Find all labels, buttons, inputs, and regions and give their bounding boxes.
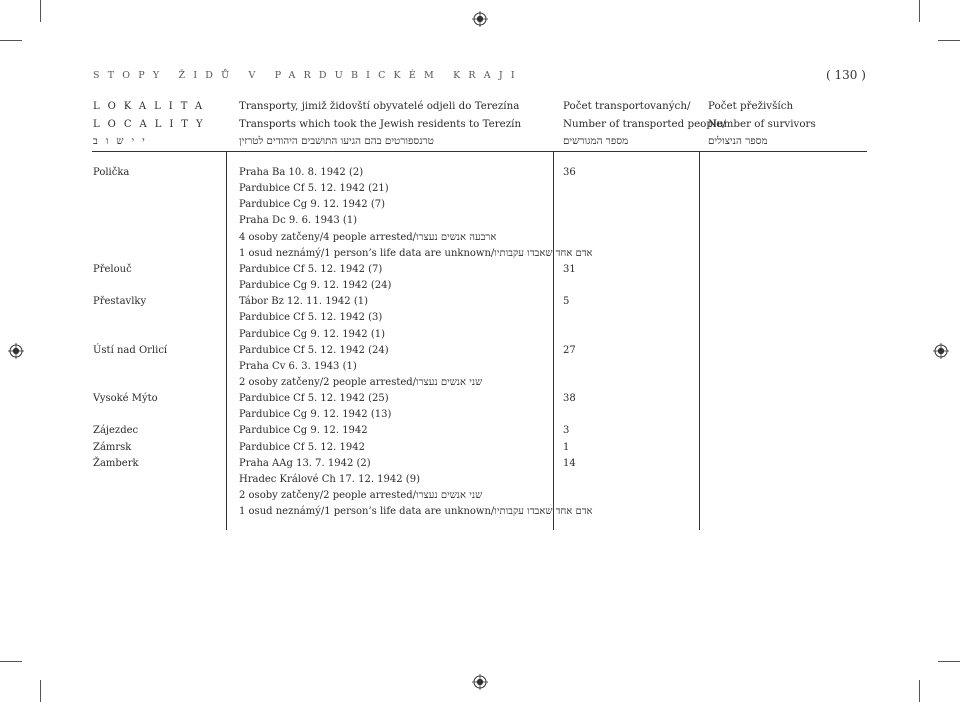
row-transport: 1 osud neznámý/1 person’s life data are unknown/אדם אחד שאבדו עקבותיו bbox=[239, 506, 593, 517]
row-locality: Ústí nad Orlicí bbox=[93, 345, 168, 356]
registration-mark-icon bbox=[472, 674, 488, 690]
row-count: 38 bbox=[563, 393, 576, 404]
row-locality: Zájezdec bbox=[93, 425, 139, 436]
header-transports-en: Transports which took the Jewish residents to Terezín bbox=[239, 118, 522, 130]
row-transport: 1 osud neznámý/1 person’s life data are unknown/אדם אחד שאבדו עקבותיו bbox=[239, 248, 593, 259]
row-count: 5 bbox=[563, 296, 570, 307]
registration-mark-icon bbox=[472, 11, 488, 27]
row-transport: Pardubice Cf 5. 12. 1942 (7) bbox=[239, 264, 383, 275]
row-locality: Polička bbox=[93, 167, 130, 178]
row-transport: 2 osoby zatčeny/2 people arrested/שני אנשים נעצרו bbox=[239, 377, 483, 388]
row-transport: Tábor Bz 12. 11. 1942 (1) bbox=[239, 296, 368, 307]
column-divider bbox=[699, 152, 700, 530]
row-count: 27 bbox=[563, 345, 576, 356]
row-transport: Pardubice Cf 5. 12. 1942 (24) bbox=[239, 345, 389, 356]
row-transport: Pardubice Cf 5. 12. 1942 (25) bbox=[239, 393, 389, 404]
column-divider bbox=[226, 152, 227, 530]
registration-mark-icon bbox=[8, 343, 24, 359]
row-transport: Pardubice Cf 5. 12. 1942 (3) bbox=[239, 312, 383, 323]
page-number: ( 130 ) bbox=[826, 68, 866, 82]
row-transport: Pardubice Cg 9. 12. 1942 (24) bbox=[239, 280, 392, 291]
crop-mark bbox=[938, 661, 960, 662]
row-transport: Praha Ba 10. 8. 1942 (2) bbox=[239, 167, 364, 178]
row-transport: Praha Dc 9. 6. 1943 (1) bbox=[239, 215, 358, 226]
row-transport: Praha AAg 13. 7. 1942 (2) bbox=[239, 458, 371, 469]
crop-mark bbox=[0, 661, 22, 662]
row-count: 31 bbox=[563, 264, 576, 275]
crop-mark bbox=[919, 680, 920, 702]
row-count: 3 bbox=[563, 425, 570, 436]
row-transport: Pardubice Cg 9. 12. 1942 (7) bbox=[239, 199, 385, 210]
header-transported-he: מספר המגורשים bbox=[563, 135, 629, 147]
row-count: 1 bbox=[563, 442, 570, 453]
header-rule bbox=[92, 151, 867, 152]
row-transport: Pardubice Cg 9. 12. 1942 bbox=[239, 425, 368, 436]
row-transport: Praha Cv 6. 3. 1943 (1) bbox=[239, 361, 357, 372]
row-locality: Přelouč bbox=[93, 264, 132, 275]
row-transport: Pardubice Cf 5. 12. 1942 bbox=[239, 442, 365, 453]
header-survivors-he: מספר הניצולים bbox=[708, 135, 768, 147]
header-transported-cs: Počet transportovaných/ bbox=[563, 100, 691, 112]
row-transport: 4 osoby zatčeny/4 people arrested/ארבעה אנשים נעצרו bbox=[239, 232, 497, 243]
crop-mark bbox=[40, 680, 41, 702]
header-transported-en: Number of transported people/ bbox=[563, 118, 726, 130]
row-locality: Žamberk bbox=[93, 458, 139, 469]
header-transports-he: טרנספורטים בהם הגיעו התושבים היהודים לטרזין bbox=[239, 135, 434, 147]
row-transport: Pardubice Cf 5. 12. 1942 (21) bbox=[239, 183, 389, 194]
row-count: 14 bbox=[563, 458, 576, 469]
header-locality-cs: LOKALITA bbox=[93, 101, 211, 112]
row-transport: 2 osoby zatčeny/2 people arrested/שני אנשים נעצרו bbox=[239, 490, 483, 501]
crop-mark bbox=[919, 0, 920, 22]
header-transports-cs: Transporty, jimiž židovští obyvatelé odjeli do Terezína bbox=[239, 100, 520, 112]
header-locality-en: LOCALITY bbox=[93, 119, 211, 130]
row-locality: Přestavlky bbox=[93, 296, 147, 307]
row-transport: Pardubice Cg 9. 12. 1942 (1) bbox=[239, 329, 385, 340]
header-survivors-cs: Počet přeživších bbox=[708, 100, 794, 112]
row-locality: Zámrsk bbox=[93, 442, 132, 453]
registration-mark-icon bbox=[933, 343, 949, 359]
header-survivors-en: Number of survivors bbox=[708, 118, 816, 130]
running-head: STOPY ŽIDŮ V PARDUBICKÉM KRAJI bbox=[93, 70, 523, 81]
row-transport: Hradec Králové Ch 17. 12. 1942 (9) bbox=[239, 474, 420, 485]
row-locality: Vysoké Mýto bbox=[93, 393, 158, 404]
header-locality-he: יישוב bbox=[93, 136, 153, 147]
crop-mark bbox=[40, 0, 41, 22]
crop-mark bbox=[0, 40, 22, 41]
row-count: 36 bbox=[563, 167, 576, 178]
column-divider bbox=[553, 152, 554, 530]
row-transport: Pardubice Cg 9. 12. 1942 (13) bbox=[239, 409, 392, 420]
crop-mark bbox=[938, 40, 960, 41]
